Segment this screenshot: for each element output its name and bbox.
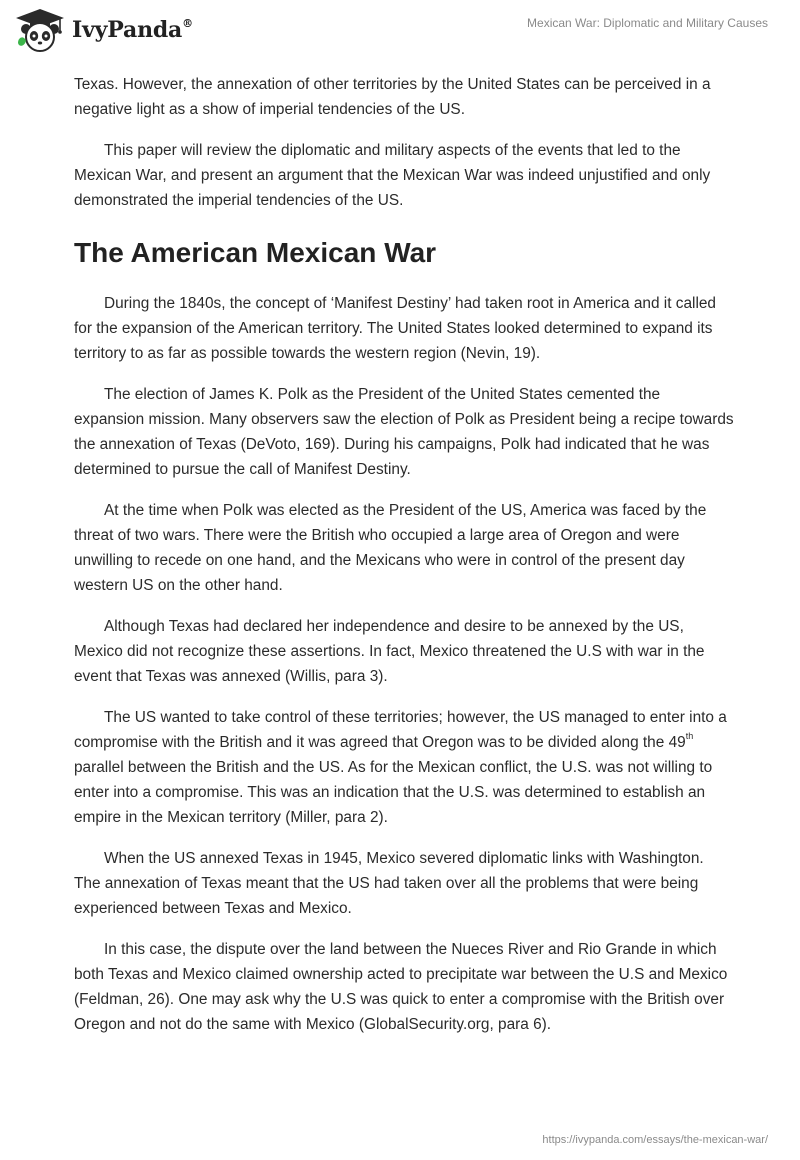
essay-content — [74, 72, 734, 1053]
ordinal-suffix: th — [685, 730, 694, 741]
paragraph-continued: Texas. However, the annexation of other territories by the United States can be perceived in a negative light as a show of imperial tendencies of the US. — [74, 76, 711, 118]
paragraph-annexation: When the US annexed Texas in 1945, Mexico severed diplomatic links with Washington. The annexation of Texas meant that the US had taken over all the problems that were being experienced between Texas and Mexico. — [74, 850, 704, 917]
paragraph-two-wars: At the time when Polk was elected as the President of the US, America was faced by the threat of two wars. There were the British who occupied a large area of Oregon and were unwilling to recede on one hand, and the Mexicans who were in control of the present day western US on the other hand. — [74, 502, 707, 594]
page-header — [0, 0, 800, 62]
registered-mark: ® — [182, 16, 193, 30]
panda-graduate-icon — [14, 7, 66, 53]
paragraph-oregon-compromise: The US wanted to take control of these territories; however, the US managed to enter into a compromise with the British and it was agreed that Oregon was to be divided along the 49th parallel between the British and the US. As for the Mexican conflict, the U.S. was not willing to enter into a compromise. This was an indication that the U.S. was determined to establish an empire in the Mexican territory (Miller, para 2). — [74, 709, 727, 826]
paragraph-nueces-dispute: In this case, the dispute over the land between the Nueces River and Rio Grande in which both Texas and Mexico claimed ownership acted to precipitate war between the U.S and Mexico (Feldman, 26). One may ask why the U.S was quick to enter a compromise with the British over Oregon and not do the same with Mexico (GlobalSecurity.org, para 6). — [74, 941, 728, 1033]
section-heading: The American Mexican War — [74, 237, 437, 268]
paragraph-texas-independence: Although Texas had declared her independence and desire to be annexed by the US, Mexico did not recognize these assertions. In fact, Mexico threatened the U.S with war in the event that Texas was annexed (Willis, para 3). — [74, 618, 705, 685]
paragraph-intro: This paper will review the diplomatic and military aspects of the events that led to the Mexican War, and present an argument that the Mexican War was indeed unjustified and only demonstrated the imperial tendencies of the US. — [74, 142, 711, 209]
source-url-link[interactable]: https://ivypanda.com/essays/the-mexican-war/ — [542, 1134, 768, 1146]
brand-name: IvyPanda® — [72, 16, 193, 43]
paragraph-manifest-destiny: During the 1840s, the concept of ‘Manifest Destiny’ had taken root in America and it called for the expansion of the American territory. The United States looked determined to expand its territory to as far as possible towards the western region (Nevin, 19). — [74, 295, 716, 362]
document-title: Mexican War: Diplomatic and Military Causes — [527, 16, 768, 30]
brand-logo[interactable] — [14, 7, 193, 53]
paragraph-polk-election: The election of James K. Polk as the President of the United States cemented the expansion mission. Many observers saw the election of Polk as President being a recipe towards the annexation of Texas (DeVoto, 169). During his campaigns, Polk had indicated that he was determined to pursue the call of Manifest Destiny. — [74, 386, 734, 478]
